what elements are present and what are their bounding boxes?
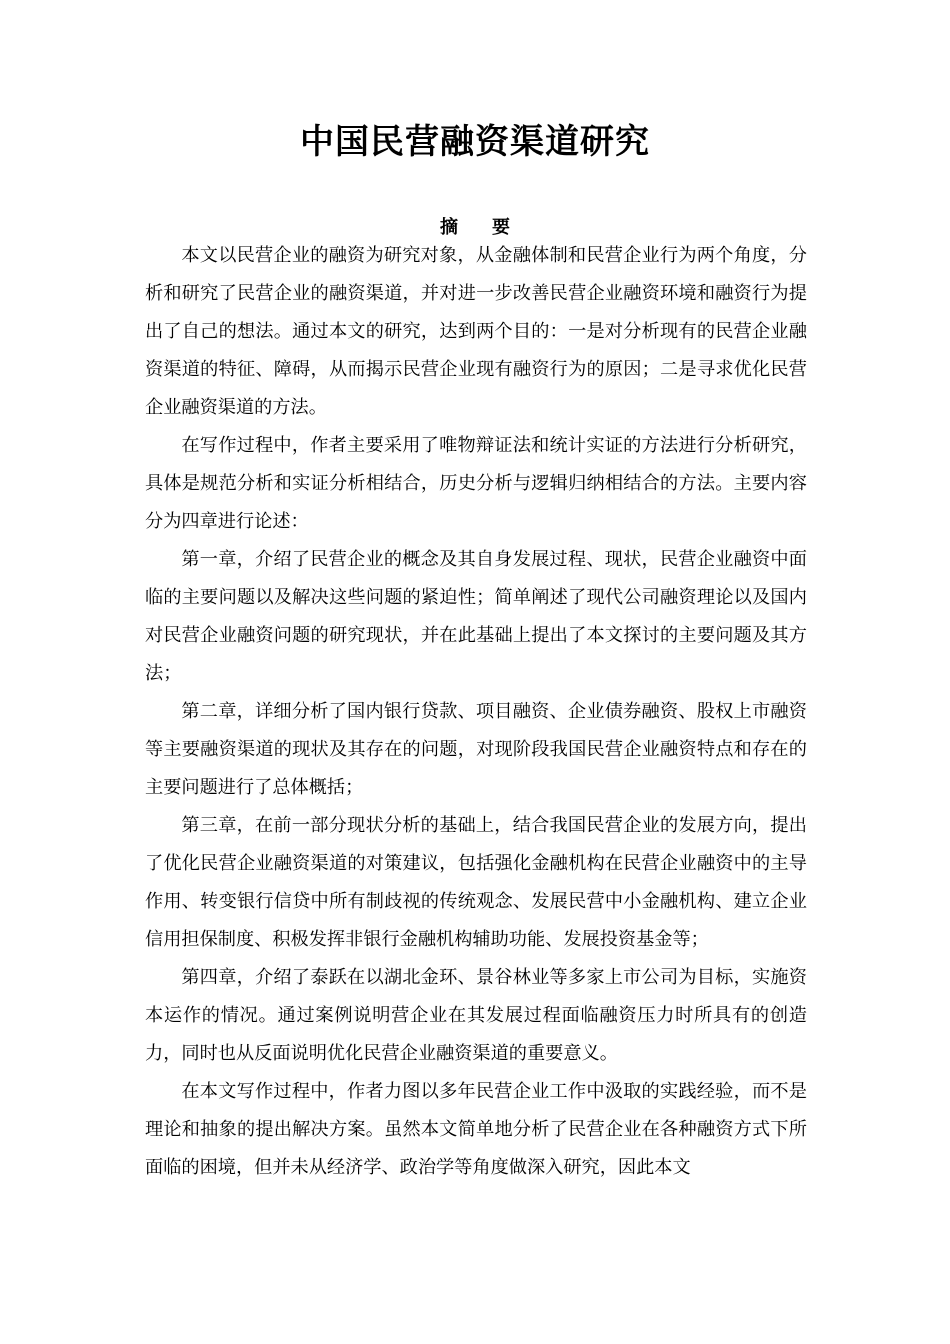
abstract-paragraph-6: 第四章，介绍了泰跃在以湖北金环、景谷林业等多家上市公司为目标，实施资本运作的情况。通过案例说明营企业在其发展过程面临融资压力时所具有的创造力，同时也从反面说明优化民营企业融资渠道的重要意义。 bbox=[145, 967, 807, 1064]
abstract-paragraph-4: 第二章，详细分析了国内银行贷款、项目融资、企业债券融资、股权上市融资等主要融资渠道的现状及其存在的问题，对现阶段我国民营企业融资特点和存在的主要问题进行了总体概括； bbox=[145, 701, 807, 798]
abstract-heading-char-1: 摘 bbox=[440, 217, 458, 238]
abstract-heading-char-2: 要 bbox=[492, 217, 510, 238]
document-title: 中国民营融资渠道研究 bbox=[300, 122, 650, 162]
abstract-paragraph-5: 第三章，在前一部分现状分析的基础上，结合我国民营企业的发展方向，提出了优化民营企业融资渠道的对策建议，包括强化金融机构在民营企业融资中的主导作用、转变银行信贷中所有制歧视的传统观念、发展民营中小金融机构、建立企业信用担保制度、积极发挥非银行金融机构辅助功能、发展投资基金等； bbox=[145, 815, 807, 950]
abstract-paragraph-2: 在写作过程中，作者主要采用了唯物辩证法和统计实证的方法进行分析研究，具体是规范分析和实证分析相结合，历史分析与逻辑归纳相结合的方法。主要内容分为四章进行论述： bbox=[145, 435, 807, 532]
abstract-paragraph-1: 本文以民营企业的融资为研究对象，从金融体制和民营企业行为两个角度，分析和研究了民营企业的融资渠道，并对进一步改善民营企业融资环境和融资行为提出了自己的想法。通过本文的研究，达到两个目的：一是对分析现有的民营企业融资渠道的特征、障碍，从而揭示民营企业现有融资行为的原因；二是寻求优化民营企业融资渠道的方法。 bbox=[145, 245, 807, 418]
abstract-paragraph-7: 在本文写作过程中，作者力图以多年民营企业工作中汲取的实践经验，而不是理论和抽象的提出解决方案。虽然本文简单地分析了民营企业在各种融资方式下所面临的困境，但并未从经济学、政治学等角度做深入研究，因此本文 bbox=[145, 1081, 807, 1178]
abstract-body bbox=[145, 237, 807, 1187]
abstract-paragraph-3: 第一章，介绍了民营企业的概念及其自身发展过程、现状，民营企业融资中面临的主要问题以及解决这些问题的紧迫性；简单阐述了现代公司融资理论以及国内对民营企业融资问题的研究现状，并在此基础上提出了本文探讨的主要问题及其方法； bbox=[145, 549, 807, 684]
